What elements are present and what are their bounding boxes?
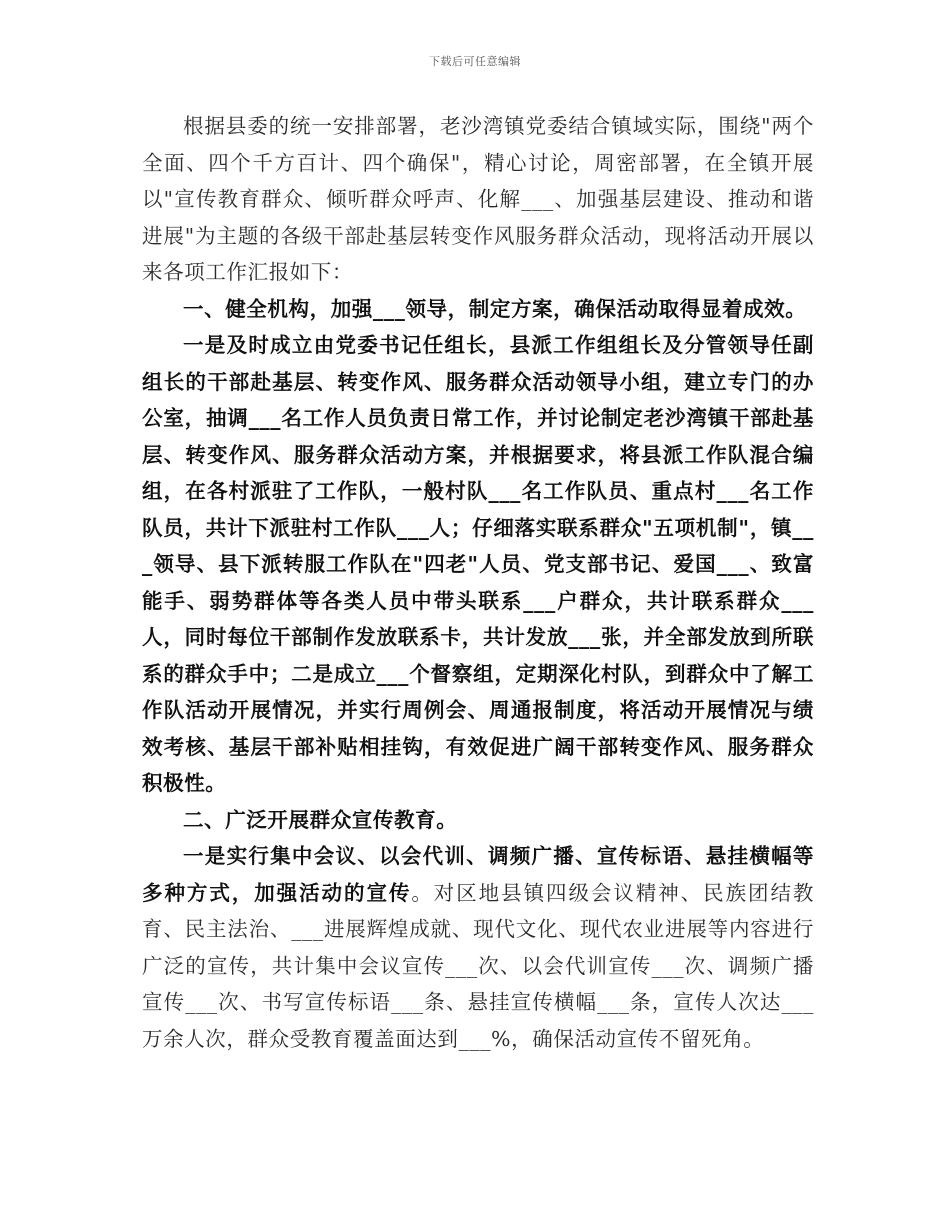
section-body-1: 一是及时成立由党委书记任组长，县派工作组组长及分管领导任副组长的干部赴基层、转变作风、服务群众活动领导小组，建立专门的办公室，抽调___名工作人员负责日常工作，并讨论制定老沙湾镇干部赴基层、转变作风、服务群众活动方案，并根据要求，将县派工作队混合编组，在各村派驻了工作队，一般村队___名工作队员、重点村___名工作队员，共计下派驻村工作队___人；仔细落实联系群众"五项机制"，镇___领导、县下派转服工作队在"四老"人员、党支部书记、爱国___、致富能手、弱势群体等各类人员中带头联系___户群众，共计联系群众___人，同时每位干部制作发放联系卡，共计发放___张，并全部发放到所联系的群众手中；二是成立___个督察组，定期深化村队，到群众中了解工作队活动开展情况，并实行周例会、周通报制度，将活动开展情况与绩效考核、基层干部补贴相挂钩，有效促进广阔干部转变作风、服务群众积极性。: [142, 333, 814, 795]
section-heading-1: 一、健全机构，加强___领导，制定方案，确保活动取得显着成效。: [183, 296, 807, 321]
section-body-2: [142, 838, 814, 1057]
section-heading-2: 二、广泛开展群众宣传教育。: [183, 807, 458, 832]
section-body-2-lead: 一是实行集中会议、以会代训、调频广播、宣传标语、悬挂横幅等多种方式，加强活动的宣传: [142, 844, 814, 905]
intro-paragraph: 根据县委的统一安排部署，老沙湾镇党委结合镇域实际，围绕"两个全面、四个千方百计、四个确保"，精心讨论，周密部署，在全镇开展以"宣传教育群众、倾听群众呼声、化解___、加强基层建设、推动和谐进展"为主题的各级干部赴基层转变作风服务群众活动，现将活动开展以来各项工作汇报如下：: [142, 114, 814, 284]
document-body: [142, 108, 814, 1057]
section-body-2-rest: 。对区地县镇四级会议精神、民族团结教育、民主法治、___进展辉煌成就、现代文化、现代农业进展等内容进行广泛的宣传，共计集中会议宣传___次、以会代训宣传___次、调频广播宣传___次、书写宣传标语___条、悬挂宣传横幅___条，宣传人次达___万余人次，群众受教育覆盖面达到___%，确保活动宣传不留死角。: [142, 880, 814, 1051]
download-note: 下载后可任意编辑: [429, 55, 521, 68]
